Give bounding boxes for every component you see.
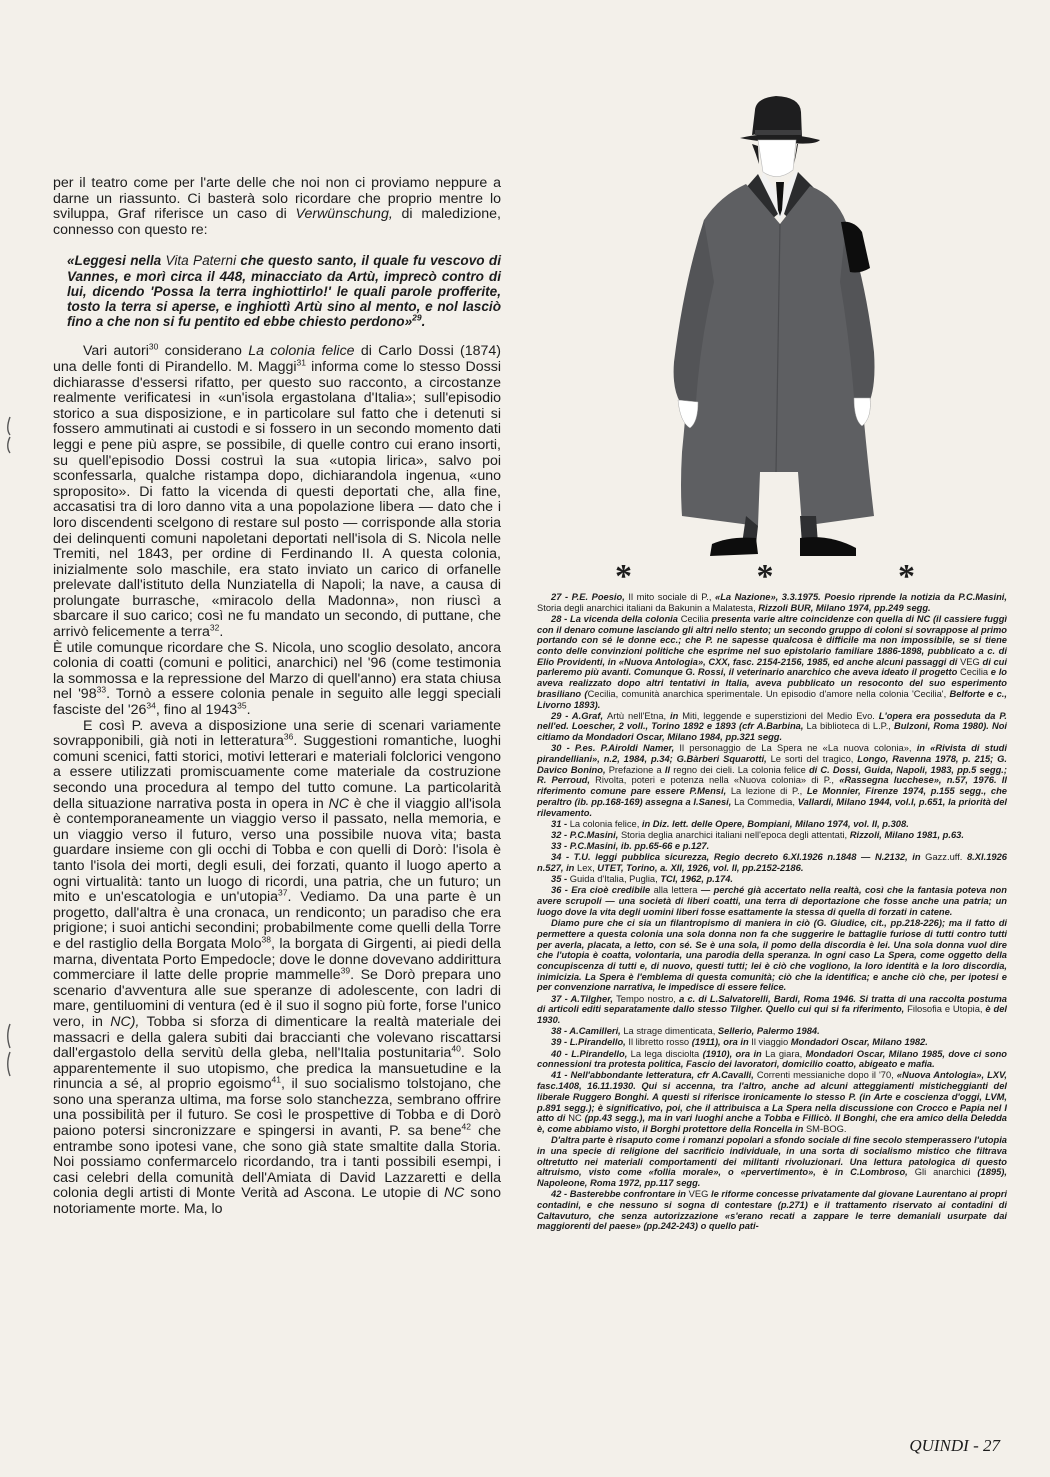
footnote-run: Il mito sociale di P., [628, 592, 715, 602]
footnote-run: La Commedia, [734, 796, 798, 807]
paragraph-1: per il teatro come per l'arte delle che noi non ci proviamo neppure a darne un riassunto. Ci basterà solo ricordare che proprio mentre lo sviluppa, Graf riferisce un caso di Verwünschung, di maledizione, connesso con questo re: [53, 175, 501, 238]
block-quote: «Leggesi nella Vita Paterni che questo santo, il quale fu vescovo di Vannes, e morì circa il 448, minacciato da Artù, imprecò contro di lui, dicendo 'Possa la terra inghiottirlo!' le quali parole profferite, tosto la terra si aperse, e inghiottì Artù sino al mento, e nol lasciò fino a che non si fu pentito ed ebbe chiesto perdono»$^{29}$. [67, 253, 501, 330]
footnote-run: «Nuova Antologia», LXV, fasc.1408, 16.11.1930. Qui si accenna, tra l'altro, anche ad alcuni atteggiamenti misticheggianti del liberale Ruggero Bonghi. A questi si riferisce ironicamente lo stesso P. (in Arte e coscienza d'oggi, LVM, p.891 segg.); è significativo, poi, che il attribuisca a La Spera nella discussione con Crocco e Papia nel I atto di [537, 1070, 1007, 1124]
footnote-run: Storia deglia anarchici italiani nell'epoca degli attentati, [620, 829, 850, 840]
footnote-run: Vallardi, Milano 1944, vol.I, p.651, la priorità del rilevamento. [537, 796, 1008, 818]
footnote [537, 885, 1007, 917]
man-in-overcoat-illustration [660, 92, 960, 562]
footnote-run: Il viaggio [751, 1037, 791, 1048]
footnote [537, 830, 1007, 841]
footnote-run: a c. di L.Salvatorelli, Bardi, Roma 1946. Si tratta di una raccolta postuma di articoli editi separatamente dallo stesso Tilgher. Quello cui qui si fa riferimento, [537, 993, 1007, 1015]
paragraph-4: E così P. aveva a disposizione una serie di scenari variamente sovrapponibili, già noti in letteratura$^{36}$. Suggestioni romantiche, luoghi comuni scenici, fatti storici, motivi letterari e materiali folclorici vengono a essere utilizzati promiscuamente come materiale da costruzione secondo una procedura al tempo del tutto comune. La particolarità della situazione narrativa posta in opera in NC è che il viaggio all'isola è contemporaneamente un viaggio verso il passato, nella memoria, e un viaggio verso il futuro, verso una possibile nuova vita; basta guardare insieme con gli occhi di Tobba e con quelli di Dorò: l'isola è tanto l'isola dei morti, degli esuli, dei forzati, quanto il luogo aperto a ogni virtualità: tanto un luogo di ricordi, una patria, che un futuro; un mito e un'escatologia e un'utopia$^{37}$. Vediamo. Da una parte è un progetto, dall'altra è una cronaca, un rendiconto; un paradiso che era prigione; i suoi antichi secondini; probabilmente come quelli della Torre e del rastiglio della Borgata Molo$^{38}$, la borgata di Girgenti, ai piedi della marna, diventata Porto Empedocle; dove le donne dovevano addirittura commerciare il latte delle proprie mammelle$^{39}$. Se Dorò prepara uno scenario d'avventura alle sue speranze di adolescente, con ladri di mare, gentiluomini di ventura (ed è il suo il sogno più forte, forse l'unico vero, in NC), Tobba si sforza di dimenticare la realtà materiale dei massacri e della galera subiti dai braccianti che volevano riscattarsi dall'ergastolo della servitù della gleba, nell'Italia postunitaria$^{40}$. Solo apparentemente il suo utopismo, che predica la mansuetudine e la rinuncia a sé, al proprio egoismo$^{41}$, il suo socialismo tolstojano, che sono una speranza ultima, ma forse solo stanchezza, sembrano offrire una possibilità per il futuro. Se così le prospettive di Tobba e di Dorò paiono potersi sincronizzare e spingersi in avanti, P. sa bene$^{42}$ che entrambe sono ipotesi vane, che sono già state smaltite dalla Storia. Noi possiamo confermarcelo ricordando, tra i tanti possibili esempi, i casi celebri della comunità dell'Amiata di David Lazzaretti e della colonia degli artisti di Monte Verità ad Ascona. Le utopie di NC sono notoriamente morte. Ma, lo [53, 717, 502, 1218]
footnote-run: è del 1930. [537, 1004, 1007, 1025]
footnote [537, 1037, 1007, 1048]
footnote-run: 32 - P.C.Masini, [551, 829, 621, 840]
footnote-run: Il personaggio de La Spera ne «La nuova colonia», [679, 743, 917, 754]
footnote-run: Tempo nostro, [616, 993, 680, 1004]
footnote [537, 819, 1007, 830]
footnote-run: Rizzoli BUR, Milano 1974, pp.249 segg. [758, 602, 931, 613]
footnote-run: Belforte e c., Livorno 1893). [537, 688, 1007, 710]
footnote-run: in [670, 710, 683, 721]
footnote-run: 33 - P.C.Masini, ib. pp.65-66 e p.127. [551, 841, 710, 852]
footnote-run: 28 - La vicenda della colonia [551, 613, 681, 624]
footnote-run: 27 - P.E. Poesio, [551, 592, 629, 602]
footnote-run: SM-BOG. [805, 1123, 847, 1134]
footnote-run: di cui parleremo più avanti. Comunque G. Rossi, il veterinario anarchico che aveva ideato il progetto [537, 656, 1007, 678]
footnote [537, 614, 1007, 710]
footnote-run: Gli anarchici [914, 1167, 978, 1178]
footnote-run: in «Rivista di studi pirandelliani», n.2, 1984, p.34; G.Bàrberi Squarotti, [537, 743, 1007, 765]
footnote-run: regno dei cieli. La colonia felice [673, 764, 809, 775]
footnote [537, 841, 1007, 852]
footnote-run: 41 - Nell'abbondante letteratura, cfr A.Cavalli, [551, 1070, 757, 1081]
footnote-run: «Rassegna lucchese», n.57, 1976. Il riferimento comune pare essere P.Mensi, [537, 775, 1007, 797]
footnote-run: in Diz. lett. delle Opere, Bompiani, Milano 1974, vol. II, p.308. [641, 818, 909, 829]
footnote-run: 36 - Era cioè credibile [551, 885, 654, 896]
footnote-run: Guida d'Italia, Puglia, [569, 874, 661, 885]
footnote-run: Rizzoli, Milano 1981, p.63. [849, 829, 964, 840]
footnote-run: e lo aveva realizzato dopo altri tentativi in Italia, aveva pubblicato un resoconto del suo esperimento brasiliano ( [537, 667, 1007, 699]
footnote [537, 743, 1007, 818]
footnote-run: Il libretto rosso [628, 1037, 692, 1048]
footnote-run: (1910), ora in [702, 1048, 766, 1059]
margin-bracket-mark [4, 1022, 14, 1078]
footnote-run: (1895), Napoleone, Roma 1972, pp.117 segg. [537, 1167, 1007, 1188]
footnote-run: Longo, Ravenna 1978, p. 215; G. Davico Bonino, [537, 754, 1007, 775]
footnote-run: Mondadori Oscar, Milano 1982. [790, 1037, 928, 1048]
footnote [537, 918, 1007, 993]
footnote-run: La biblioteca di L.P., [806, 721, 894, 732]
footnote-run: Le sorti del tragico, [770, 754, 858, 765]
footnote-run: 8.XI.1926 n.527, in [537, 852, 1007, 874]
footnote-run: Rivolta, poteri e potenza nella «Nuova colonia» di P., [595, 775, 840, 786]
footnote-run: alla lettera [653, 885, 701, 896]
footnote-run: 29 - A.Graf, [551, 710, 607, 721]
paragraph-3: È utile comunque ricordare che S. Nicola, uno scoglio desolato, ancora colonia di coatti (comuni e politici, anarchici) nel '96 (come testimonia la sommossa e la repressione del Marzo di quell'anno) era stata chiusa nel '$98^{33}$. Tornò a essere colonia penale in seguito alle leggi speciali fasciste del '$26^{34}$, fino al 1943$^{35}$. [53, 639, 502, 719]
footnote-run: La colonia felice, [569, 818, 642, 829]
footnote-run: (1911), ora in [691, 1037, 752, 1048]
footnote-run: Lex, [577, 863, 598, 874]
footnote-run: 31 - [551, 818, 570, 829]
footnote-run: Sellerio, Palermo 1984. [717, 1026, 820, 1037]
footnote-run: Cecilia, comunità anarchica sperimentale. Un episodio d'amore nella colonia 'Cecilia', [587, 688, 950, 699]
footnote-run: — perché già accertato nella realtà, così che la fantasia poteva non avere scrupoli — una società di liberi coatti, una terra di deportazione che fosse anche una patria; un luogo dove la vita degli uomini liberi fosse esattamente la stessa di quella di forzati in catene. [537, 885, 1007, 917]
footnote-run: Bulzoni, Roma 1980). Noi citiamo da Mondadori Oscar, Milano 1984, pp.321 segg. [537, 721, 1008, 743]
footnote-run: (pp.43 segg.), ma in vari luoghi anche a Tobba e Fillicò. Il Bonghi, che era amico della Deledda è, come abbiamo visto, il Borghi protettore della Roncella in [537, 1113, 1008, 1134]
page-folio: QUINDI - 27 [909, 1436, 1000, 1455]
asterisk: * [898, 558, 915, 595]
footnote-run: 30 - P.es. P.Airoldi Namer, [551, 743, 680, 754]
footnote [537, 1070, 1007, 1134]
footnote-run: «La Nazione», 3.3.1975. Poesio riprende la notizia da P.C.Masini, [715, 592, 1007, 602]
footnote-run: VEG [688, 1189, 711, 1200]
margin-bracket-mark [4, 415, 14, 455]
footnote-run: NC [568, 1113, 585, 1124]
footnote-run: presenta varie altre coincidenze con quella di NC (il cassiere fuggì con il denaro comune lasciando gli altri nello stento; un secondo gruppo di coloni si sovrappose al primo portando con sé le donne ecc.; che P. ne sapesse qualcosa è difficile ma non impossibile, se si tiene conto delle convinzioni politiche che esprime nel suo epistolario familiare 1886-1898, pubblicato a c. di Elio Providenti, in «Nuova Antologia», CXX, fasc. 2154-2156, 1985, ed anche alcuni passaggi di [537, 613, 1007, 667]
footnote-run: 38 - A.Camilleri, [551, 1026, 624, 1037]
footnote-run: TCI, 1962, p.174. [660, 874, 734, 885]
footnote-run: UTET, Torino, a. XII, 1926, vol. II, pp.2152-2186. [597, 863, 804, 874]
footnote-run: di C. Dossi, Guida, Napoli, 1983, pp.5 segg.; R. Perroud, [537, 764, 1007, 786]
footnote-run: 40 - L.Pirandello, [551, 1048, 631, 1059]
footnote [537, 994, 1007, 1026]
footnote [537, 1049, 1007, 1070]
footnote-run: Diamo pure che ci sia un filantropismo di maniera in ciò (G. Giudice, cit., pp.218-226); ma il fatto di permettere a questa colonia una sola donna non fa che suggerire le battaglie furiose di tutti contro tutti per averla, placata, a letto, con sé. Se è una sola, il pomo della discordia è lei. Una sola donna vuol dire che l'utopia è coatta, volontaria, una parodia della speranza. In ogni caso La Spera, come oggetto della concupiscenza di tutti e, di nuovo, questi tutti; lei è ciò che vogliono, la loro identità e la loro discordia, inimicizia. La Spera è l'emblema di questa comunità; ciò che la identifica; e anche ciò che, per ipotesi e per convenzione narrativa, le impedisce di essere felice. [537, 918, 1007, 993]
footnote-run: Gazz.uff. [925, 852, 967, 863]
footnote-run: Mondadori Oscar, Milano 1985, dove ci sono connessioni tra protesta politica, Fascio dei lavoratori, domicilio coatto, abigeato e mafia. [537, 1048, 1007, 1070]
footnote-run: VEG [960, 656, 983, 667]
footnote-run: L'opera era posseduta da P. nell'ed. Loescher, 2 voll., Torino 1892 e 1893 (cfr A.Barbina, [537, 710, 1008, 732]
asterisk: * [615, 558, 632, 595]
footnote-run: La giara, [765, 1048, 806, 1059]
footnote [537, 1189, 1007, 1232]
footnote [537, 1026, 1007, 1037]
footnote-run: Storia degli anarchici italiani da Bakunin a Malatesta, [537, 602, 759, 613]
footnote-run: Prefazione a [608, 764, 665, 775]
main-text-column [53, 176, 501, 1218]
footnote [537, 711, 1007, 743]
footnote-run: Cecilia [960, 667, 991, 678]
footnote-run: 35 - [551, 874, 570, 885]
footnote-run: La strage dimenticata, [623, 1026, 718, 1037]
footnote-run: Artù nell'Etna, [606, 710, 671, 721]
footnote [537, 1135, 1007, 1189]
asterisk: * [756, 558, 774, 595]
footnote [537, 592, 1007, 613]
footnote-run: le riforme concesse privatamente dal giovane Laurentano ai propri contadini, e che nessuno si sogna di contestare (p.271) e il trattamento riservato ai contadini di Caltavuturo, che senza autorizzazione «s'erano recati a zappare le terre demaniali usurpate dai maggiorenti del paese» (pp.242-243) o quello pati- [537, 1189, 1007, 1232]
paragraph-2: Vari autori$^{30}$ considerano La colonia felice di Carlo Dossi (1874) una delle fonti di Pirandello. M. Maggi$^{31}$ informa come lo stesso Dossi dichiarasse d'essersi rifatto, per questo suo racconto, a circostanze realmente verificatesi in «un'isola ergastolana d'Italia»; sull'episodio storico a sua disposizione, e in particolare sul fatto che i detenuti si fossero ammutinati ai custodi e si fossero in un secondo momento dati leggi e pene più aspre, se possibile, di quelle contro cui erano insorti, su quell'episodio Dossi costruì la sua «utopia lirica», salvo poi sconfessarla, qualche ristampa dopo, dichiarandola ingenua, «uno sproposito». Di fatto la vicenda di questi deportati che, alla fine, accasatisi tra di loro danno vita a una popolazione libera — dato che i loro discendenti scelgono di restare sul posto — corrisponde alla storia dei delinquenti comuni napoletani deportati nell'isola di S. Nicola nelle Tremiti, nel 1843, per ordine di Ferdinando II. A questa colonia, inizialmente solo maschile, era stato inviato un carico di orfanelle prelevate dall'istituto della Nunziatella di Napoli; la nave, a causa di prolungate burrasche, «miracolo della Madonna», non riuscì a sbarcare il suo carico; così ne fu mandato un secondo, di puttane, che arrivò felicemente a terra$^{32}$. [53, 341, 502, 641]
footnote-run: 37 - A.Tilgher, [551, 993, 617, 1004]
footnote-run: 42 - Basterebbe confrontare in [551, 1189, 689, 1200]
footnote-run: Correnti messianiche dopo il '70, [756, 1070, 897, 1081]
footnote-run: Cecilia [680, 613, 712, 624]
footnote-run: D'altra parte è risaputo come i romanzi popolari a sfondo sociale di fine secolo stemperassero l'utopia in una specie di religione del sacrificio individuale, in una sorta di socialismo mistico che filtrava oltretutto nei materiali comportamenti dei militanti rivoluzionari. Una lettura patologica di questo altruismo, visto come «follia morale», o «pervertimento», è in C.Lombroso, [537, 1135, 1007, 1178]
footnote-run: La lezione di P., [730, 786, 807, 797]
footnote-run: Filosofia e Utopia, [907, 1004, 986, 1015]
footnote-run: Le Monnier, Firenze 1974, p.155 segg., che peraltro (ib. pp.168-169) assegna a I.Sanesi, [537, 786, 1007, 807]
footnote [537, 874, 1007, 885]
footnote-run: Il [664, 764, 674, 775]
footnotes [537, 592, 1007, 1232]
footnote [537, 852, 1007, 873]
section-separator [615, 558, 915, 596]
footnote-run: 34 - T.U. leggi pubblica sicurezza, Regio decreto 6.XI.1926 n.1848 — N.2132, in [551, 852, 926, 863]
footnote-run: Miti, leggende e superstizioni del Medio Evo. [682, 710, 879, 721]
footnote-run: La lega disciolta [630, 1048, 703, 1059]
footnote-run: 39 - L.Pirandello, [551, 1037, 629, 1048]
